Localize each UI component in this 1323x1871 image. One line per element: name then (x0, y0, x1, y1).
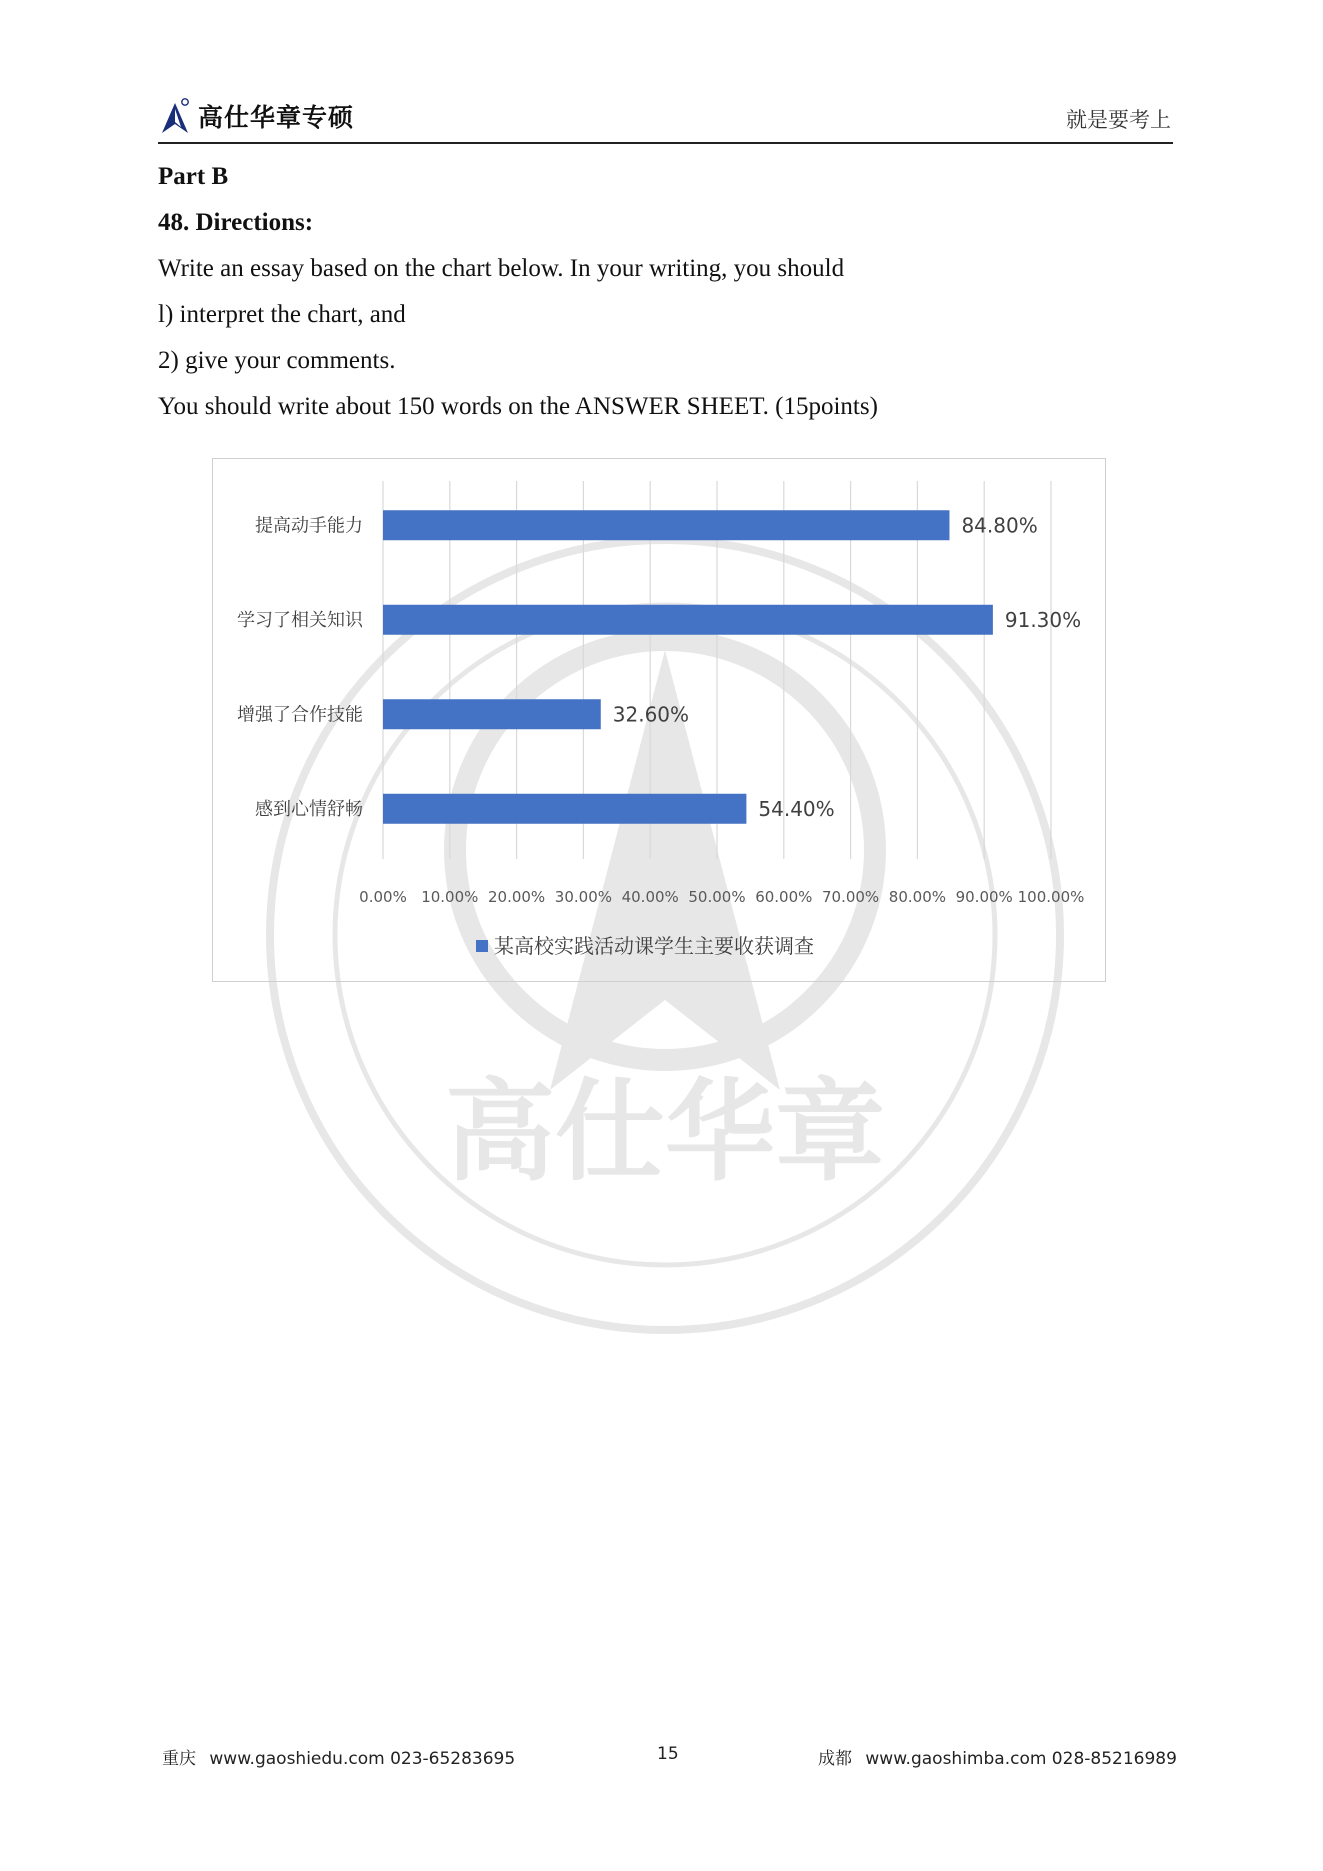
category-label: 学习了相关知识 (237, 609, 363, 631)
category-label: 增强了合作技能 (237, 704, 363, 726)
footer-left-info: www.gaoshiedu.com 023-65283695 (209, 1749, 516, 1769)
category-label: 提高动手能力 (255, 515, 363, 537)
footer-left-city: 重庆 (162, 1749, 196, 1769)
x-tick-label: 30.00% (554, 888, 613, 906)
x-tick-label: 100.00% (1017, 888, 1085, 906)
bar (383, 605, 993, 635)
direction-line-4: You should write about 150 words on the ANSWER SHEET. (15points) (158, 393, 878, 420)
chart-frame (212, 458, 1106, 982)
data-label: 84.80% (961, 513, 1038, 538)
page-number: 15 (657, 1744, 679, 1764)
logo-icon (158, 97, 192, 135)
data-label: 32.60% (612, 702, 690, 727)
logo-text: 高仕华章专硕 (198, 103, 355, 132)
footer-right-info: www.gaoshimba.com 028-85216989 (865, 1749, 1177, 1769)
x-tick-label: 20.00% (487, 888, 546, 906)
direction-line-2: l) interpret the chart, and (158, 301, 406, 328)
x-tick-label: 90.00% (955, 888, 1013, 906)
x-tick-label: 50.00% (688, 888, 746, 906)
footer-left (162, 1744, 515, 1769)
x-tick-label: 40.00% (621, 888, 679, 906)
bar (383, 699, 601, 729)
watermark-text: 高仕华章 (445, 1068, 885, 1196)
bar-chart (213, 459, 1105, 981)
page-header (158, 92, 1173, 144)
direction-line-3: 2) give your comments. (158, 347, 396, 374)
footer-right-city: 成都 (818, 1749, 852, 1769)
part-title: Part B (158, 163, 229, 190)
header-slogan: 就是要考上 (1066, 108, 1171, 132)
category-label: 感到心情舒畅 (255, 798, 363, 820)
x-tick-label: 70.00% (821, 888, 880, 906)
question-title: 48. Directions: (158, 209, 314, 236)
data-label: 91.30% (1004, 607, 1082, 632)
legend-label: 某高校实践活动课学生主要收获调查 (494, 934, 814, 958)
footer-right (818, 1744, 1177, 1769)
x-tick-label: 0.00% (359, 888, 407, 906)
logo (158, 96, 354, 136)
x-tick-label: 80.00% (888, 888, 947, 906)
direction-line-1: Write an essay based on the chart below. In your writing, you should (158, 255, 845, 282)
bar (383, 794, 746, 824)
x-tick-label: 60.00% (755, 888, 813, 906)
data-label: 54.40% (758, 796, 835, 821)
bar (383, 510, 949, 540)
legend-swatch (476, 940, 488, 952)
x-tick-label: 10.00% (421, 888, 479, 906)
